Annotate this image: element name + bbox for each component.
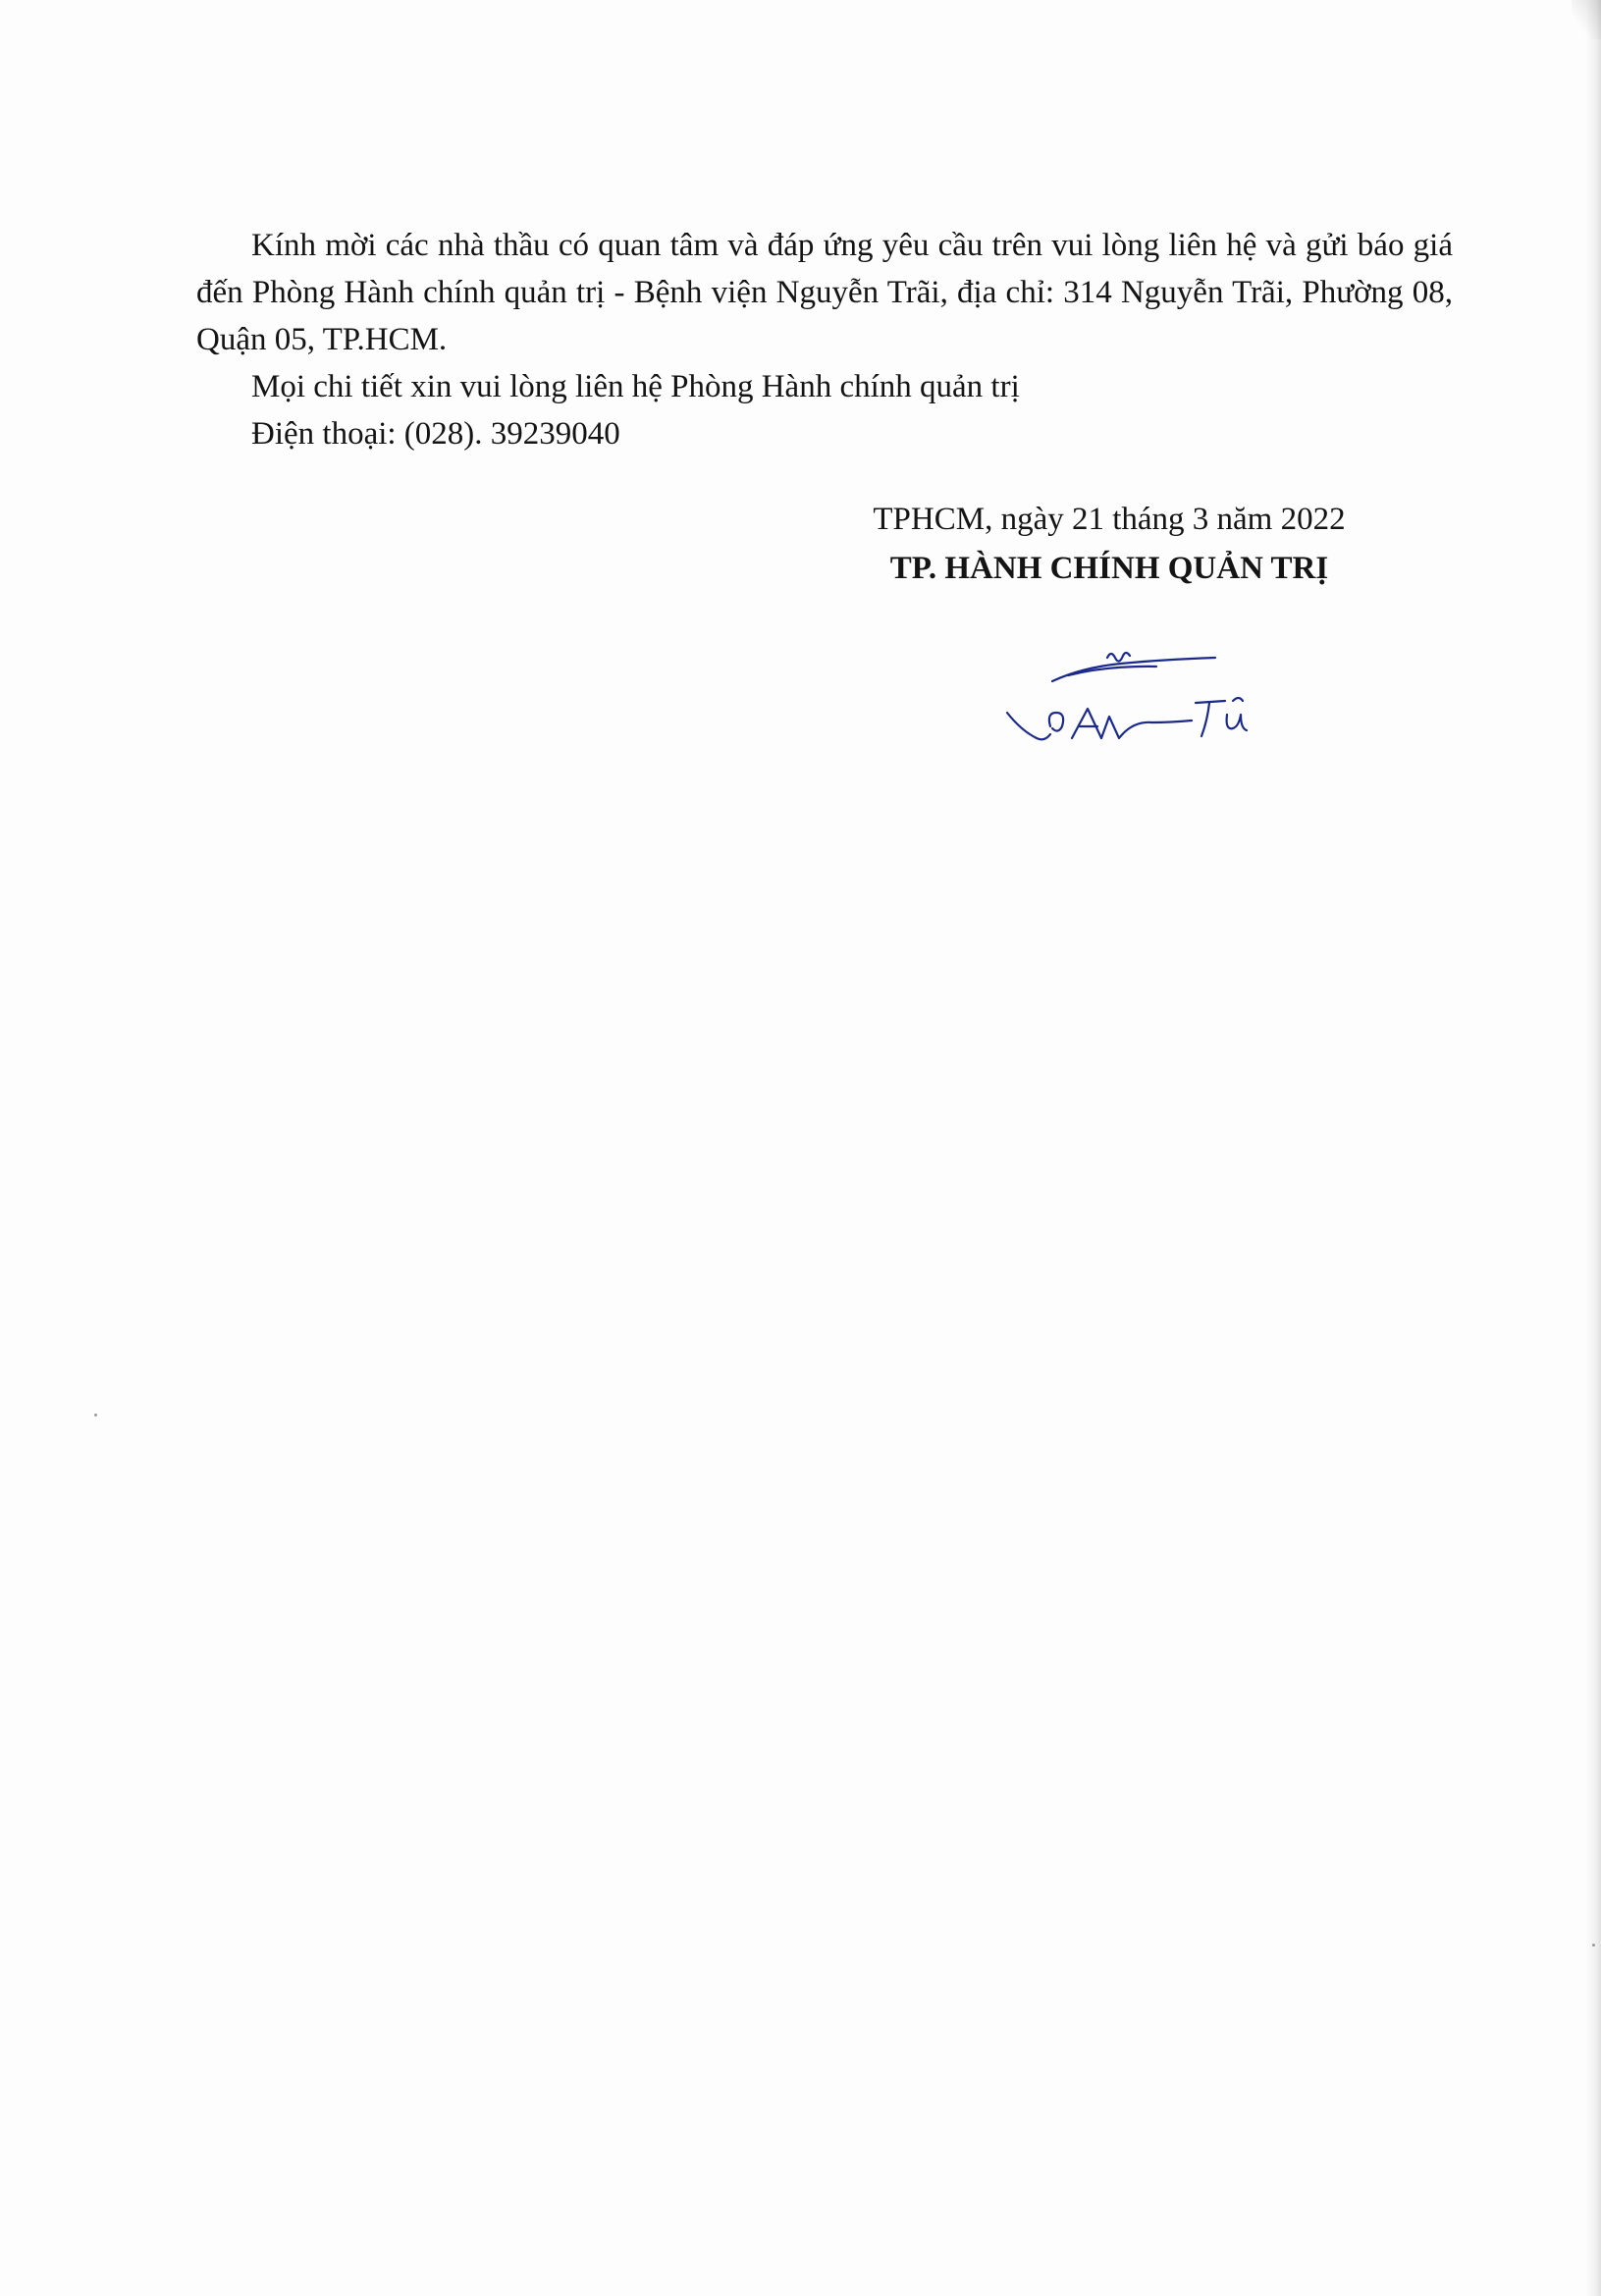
department-title: TP. HÀNH CHÍNH QUẢN TRỊ: [889, 551, 1329, 586]
handwritten-signature: [991, 636, 1286, 754]
phone-line: Điện thoại: (028). 39239040: [251, 416, 620, 452]
contact-line: Mọi chi tiết xin vui lòng liên hệ Phòng Hành chính quản trị: [251, 369, 1020, 404]
signature-block: [834, 495, 1384, 593]
scan-speck: [1592, 1944, 1595, 1947]
scan-speck: [94, 1414, 97, 1416]
invitation-paragraph: Kính mời các nhà thầu có quan tâm và đáp ứng yêu cầu trên vui lòng liên hệ và gửi báo giá đến Phòng Hành chính quản trị - Bệnh viện Nguyễn Trãi, địa chỉ: 314 Nguyễn Trãi, Phường 08, Quận 05, TP.HCM.: [196, 228, 1453, 357]
scan-edge-shadow: [1585, 0, 1601, 2296]
place-date: TPHCM, ngày 21 tháng 3 năm 2022: [873, 502, 1346, 537]
letter-body: [196, 222, 1453, 457]
scan-corner-shadow: [1572, 0, 1601, 39]
